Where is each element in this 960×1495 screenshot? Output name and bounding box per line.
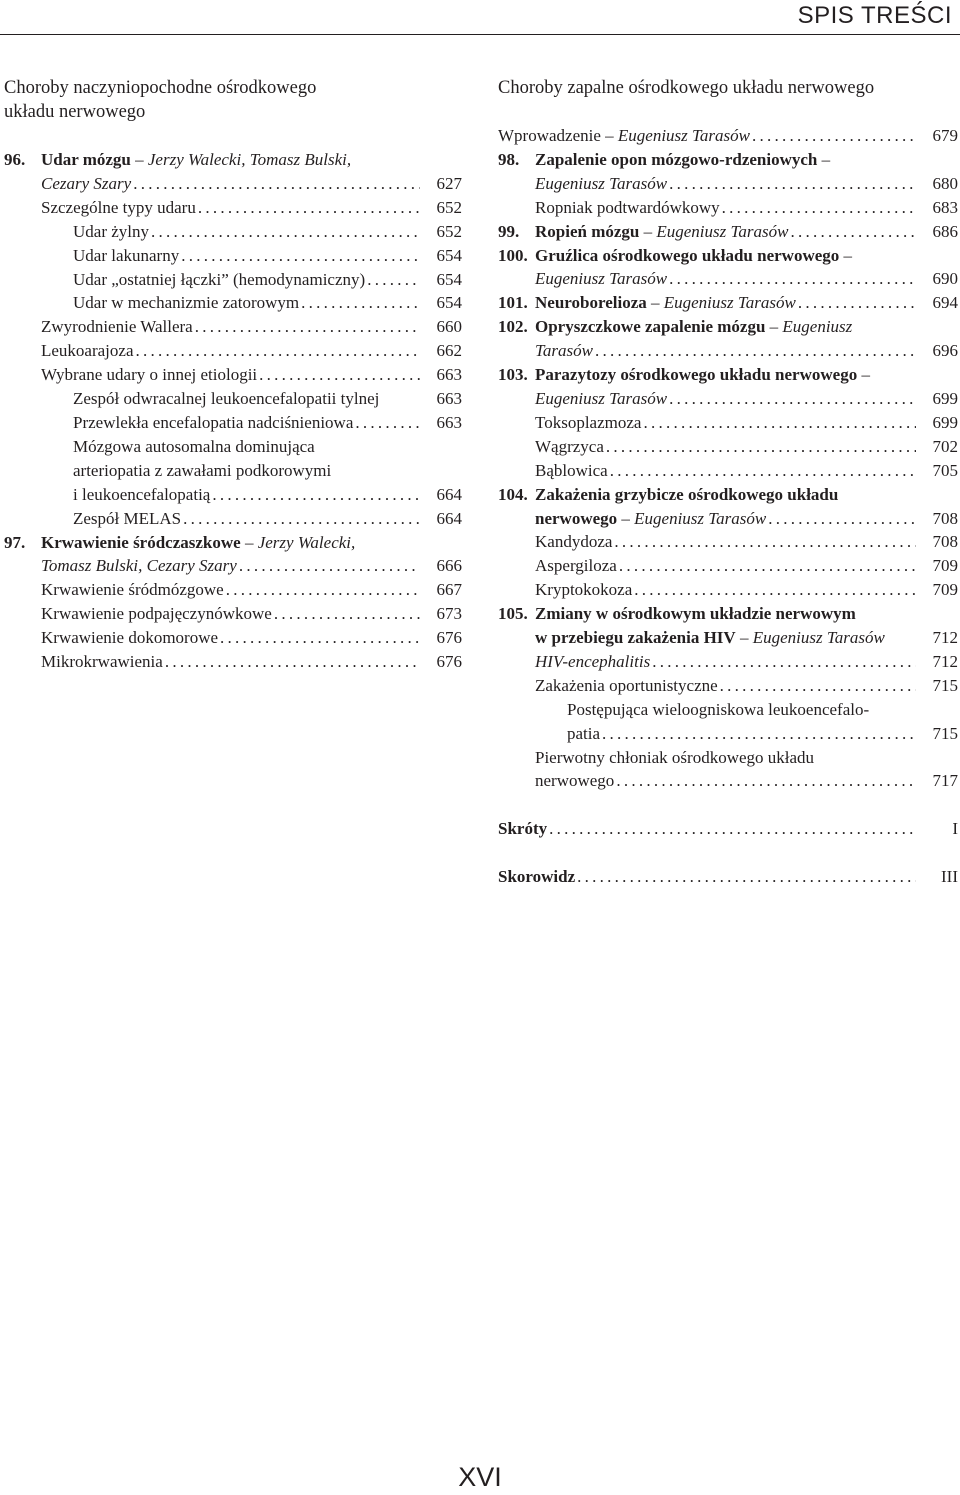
toc-item[interactable]: Pierwotny chłoniak ośrodkowego układu nerwowego . . . 717 — [498, 746, 958, 794]
toc-item[interactable]: Krwawienie śródmózgowe . . . 667 — [4, 578, 462, 602]
toc-item[interactable]: Wybrane udary o innej etiologii . . . 663 — [4, 363, 462, 387]
toc-chapter-101[interactable]: 101. Neuroborelioza – Eugeniusz Tarasów . . . 694 — [498, 291, 958, 315]
toc-item[interactable]: Ropniak podtwardówkowy . . . 683 — [498, 196, 958, 220]
toc-item[interactable]: Przewlekła encefalopatia nadciśnieniowa . . . 663 — [4, 411, 462, 435]
toc-item[interactable]: Mózgowa autosomalna dominująca arteriopatia z zawałami podkorowymi i leukoencefalopatią . . . 664 — [4, 435, 462, 507]
section-heading-inflammatory: Choroby zapalne ośrodkowego układu nerwowego — [498, 78, 875, 98]
toc-chapter-105[interactable]: 105. Zmiany w ośrodkowym układzie nerwowym w przebiegu zakażenia HIV – Eugeniusz Tarasów 712 — [498, 604, 958, 648]
toc-item[interactable]: Aspergiloza . . . 709 — [498, 554, 958, 578]
page-number: 627 — [436, 173, 462, 193]
toc-left-column — [4, 76, 462, 674]
toc-chapter-100[interactable]: 100. Gruźlica ośrodkowego układu nerwowego – Eugeniusz Tarasów . . . 690 — [498, 244, 958, 292]
toc-abbreviations[interactable]: Skróty . . . I — [498, 817, 958, 841]
toc-right-column — [498, 76, 958, 889]
page-header — [0, 0, 960, 35]
toc-item[interactable]: Zespół MELAS . . . 664 — [4, 507, 462, 531]
dot-leader — [133, 172, 420, 196]
toc-list-right — [498, 124, 958, 889]
toc-item[interactable]: Krwawienie dokomorowe . . . 676 — [4, 626, 462, 650]
toc-chapter-102[interactable]: 102. Opryszczkowe zapalenie mózgu – Eugeniusz Tarasów . . . 696 — [498, 315, 958, 363]
toc-item[interactable]: Szczególne typy udaru . . . 652 — [4, 196, 462, 220]
toc-item[interactable]: Bąblowica . . . 705 — [498, 459, 958, 483]
toc-item[interactable]: Postępująca wieloogniskowa leukoencefalo- patia . . . 715 — [498, 698, 958, 746]
page-number-footer: XVI — [458, 1462, 502, 1492]
toc-chapter-103[interactable]: 103. Parazytozy ośrodkowego układu nerwowego – Eugeniusz Tarasów . . . 699 — [498, 363, 958, 411]
section-heading-vascular: Choroby naczyniopochodne ośrodkowego układu nerwowego — [4, 78, 317, 122]
toc-item[interactable]: Toksoplazmoza . . . 699 — [498, 411, 958, 435]
toc-item[interactable]: Wągrzyca . . . 702 — [498, 435, 958, 459]
toc-list-left — [4, 148, 462, 674]
toc-chapter-104[interactable]: 104. Zakażenia grzybicze ośrodkowego układu nerwowego – Eugeniusz Tarasów . . . 708 — [498, 483, 958, 531]
toc-item[interactable]: Udar w mechanizmie zatorowym . . . 654 — [4, 291, 462, 315]
toc-item[interactable]: HIV-encephalitis . . . 712 — [498, 650, 958, 674]
toc-chapter-97[interactable]: 97. Krwawienie śródczaszkowe – Jerzy Walecki, Tomasz Bulski, Cezary Szary . . . 666 — [4, 531, 462, 579]
toc-chapter-99[interactable]: 99. Ropień mózgu – Eugeniusz Tarasów . . . 686 — [498, 220, 958, 244]
toc-item[interactable]: Leukoarajoza . . . 662 — [4, 339, 462, 363]
toc-intro[interactable]: Wprowadzenie – Eugeniusz Tarasów . . . 679 — [498, 124, 958, 148]
toc-item[interactable]: Kryptokokoza . . . 709 — [498, 578, 958, 602]
toc-item[interactable]: Zwyrodnienie Wallera . . . 660 — [4, 315, 462, 339]
toc-item[interactable]: Mikrokrwawienia . . . 676 — [4, 650, 462, 674]
toc-chapter-96[interactable]: 96. Udar mózgu – Jerzy Walecki, Tomasz Bulski, Cezary Szary . . . 627 — [4, 148, 462, 196]
toc-item[interactable]: Udar lakunarny . . . 654 — [4, 244, 462, 268]
toc-item[interactable]: Udar żylny . . . 652 — [4, 220, 462, 244]
toc-chapter-98[interactable]: 98. Zapalenie opon mózgowo-rdzeniowych – Eugeniusz Tarasów . . . 680 — [498, 148, 958, 196]
toc-item[interactable]: Zakażenia oportunistyczne . . . 715 — [498, 674, 958, 698]
toc-index[interactable]: Skorowidz . . . III — [498, 865, 958, 889]
toc-item[interactable]: Zespół odwracalnej leukoencefalopatii tylnej 663 — [73, 389, 462, 409]
toc-item[interactable]: Kandydoza . . . 708 — [498, 530, 958, 554]
header-title: SPIS TREŚCI — [797, 2, 952, 29]
toc-item[interactable]: Udar „ostatniej łączki” (hemodynamiczny) . . . 654 — [4, 268, 462, 292]
toc-item[interactable]: Krwawienie podpajęczynówkowe . . . 673 — [4, 602, 462, 626]
